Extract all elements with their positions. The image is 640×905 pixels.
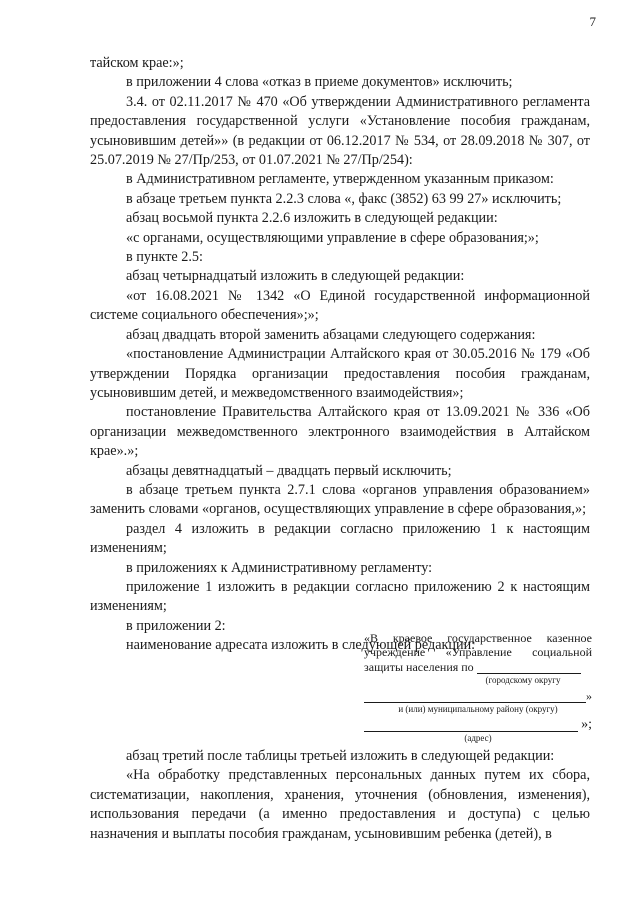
paragraph: в пункте 2.5: (126, 249, 203, 266)
paragraph: абзац восьмой пункта 2.2.6 изложить в следующей редакции: (126, 210, 498, 227)
addressee-block (364, 631, 592, 744)
municipality-fill-line (364, 688, 586, 703)
paragraph: 3.4. от 02.11.2017 № 470 «Об утверждении Административного регламента предоставления государственной услуги «Установление пособия гражданам, усыновившим детей»» (в редакции от 06.12.2017 № 534, от 28.09.2018 № 307, от 25.07.2019 № 27/Пр/253, от 01.07.2021 № 27/Пр/254): (90, 93, 590, 169)
addressee-ending: »; (581, 716, 592, 732)
address-row (364, 717, 592, 732)
paragraph: абзац двадцать второй заменить абзацами следующего содержания: (126, 326, 536, 343)
address-fill-line (364, 717, 578, 732)
paragraph: приложение 1 изложить в редакции согласно приложению 2 к настоящим изменениям; (90, 578, 590, 615)
paragraph: в Административном регламенте, утвержденном указанным приказом: (126, 171, 554, 188)
addressee-caption-address: (адрес) (464, 733, 492, 744)
paragraph: в приложении 2: (126, 617, 226, 634)
paragraph: «постановление Администрации Алтайского края от 30.05.2016 № 179 «Об утверждении Порядка организации предоставления пособия гражданам, усыновившим детей, и межведомственного взаимодействия»; (90, 346, 590, 401)
paragraph: постановление Правительства Алтайского края от 13.09.2021 № 336 «Об организации межведомственного электронного взаимодействия в Алтайском крае».»; (90, 404, 590, 460)
page-number: 7 (589, 14, 596, 29)
paragraph: раздел 4 изложить в редакции согласно приложению 1 к настоящим изменениям; (90, 520, 590, 557)
paragraph: «от 16.08.2021 № 1342 «О Единой государственной информационной системе социального обеспечения»;»; (90, 287, 590, 324)
addressee-name: «В краевое государственное казенное учреждение «Управление социальной защиты населения по (364, 631, 592, 674)
district-fill-line (477, 661, 581, 674)
paragraph: абзацы девятнадцатый – двадцать первый исключить; (126, 462, 452, 479)
body-text (90, 54, 590, 656)
tail-text (90, 747, 590, 844)
paragraph: наименование адресата изложить в следующей редакции: (126, 637, 476, 654)
paragraph: абзац третий после таблицы третьей изложить в следующей редакции: (126, 748, 555, 764)
paragraph: в абзаце третьем пункта 2.2.3 слова «, факс (3852) 63 99 27» исключить; (126, 190, 562, 207)
paragraph: в приложении 4 слова «отказ в приеме документов» исключить; (126, 74, 513, 91)
municipality-row (364, 688, 592, 703)
addressee-caption-district: (городскому округу (485, 675, 561, 686)
paragraph: тайском крае:»; (90, 55, 184, 71)
paragraph: в приложениях к Административному регламенту: (126, 559, 433, 576)
addressee-text (364, 631, 592, 674)
addressee-caption-municipality: и (или) муниципальному району (округу) (398, 704, 558, 715)
paragraph: «На обработку представленных персональных данных путем их сбора, систематизации, накопления, хранения, уточнения (обновления, изменения), использования передачи (а именно предоставления и доступа) с целью назначения и выплаты пособия гражданам, усыновившим ребенка (детей), в (90, 767, 590, 842)
paragraph: в абзаце третьем пункта 2.7.1 слова «органов управления образованием» заменить словами «органов, осуществляющих управление в сфере образования,»; (90, 481, 590, 518)
paragraph: «с органами, осуществляющими управление в сфере образования;»; (126, 229, 539, 246)
paragraph: абзац четырнадцатый изложить в следующей редакции: (126, 268, 465, 285)
close-quote: » (586, 688, 592, 703)
